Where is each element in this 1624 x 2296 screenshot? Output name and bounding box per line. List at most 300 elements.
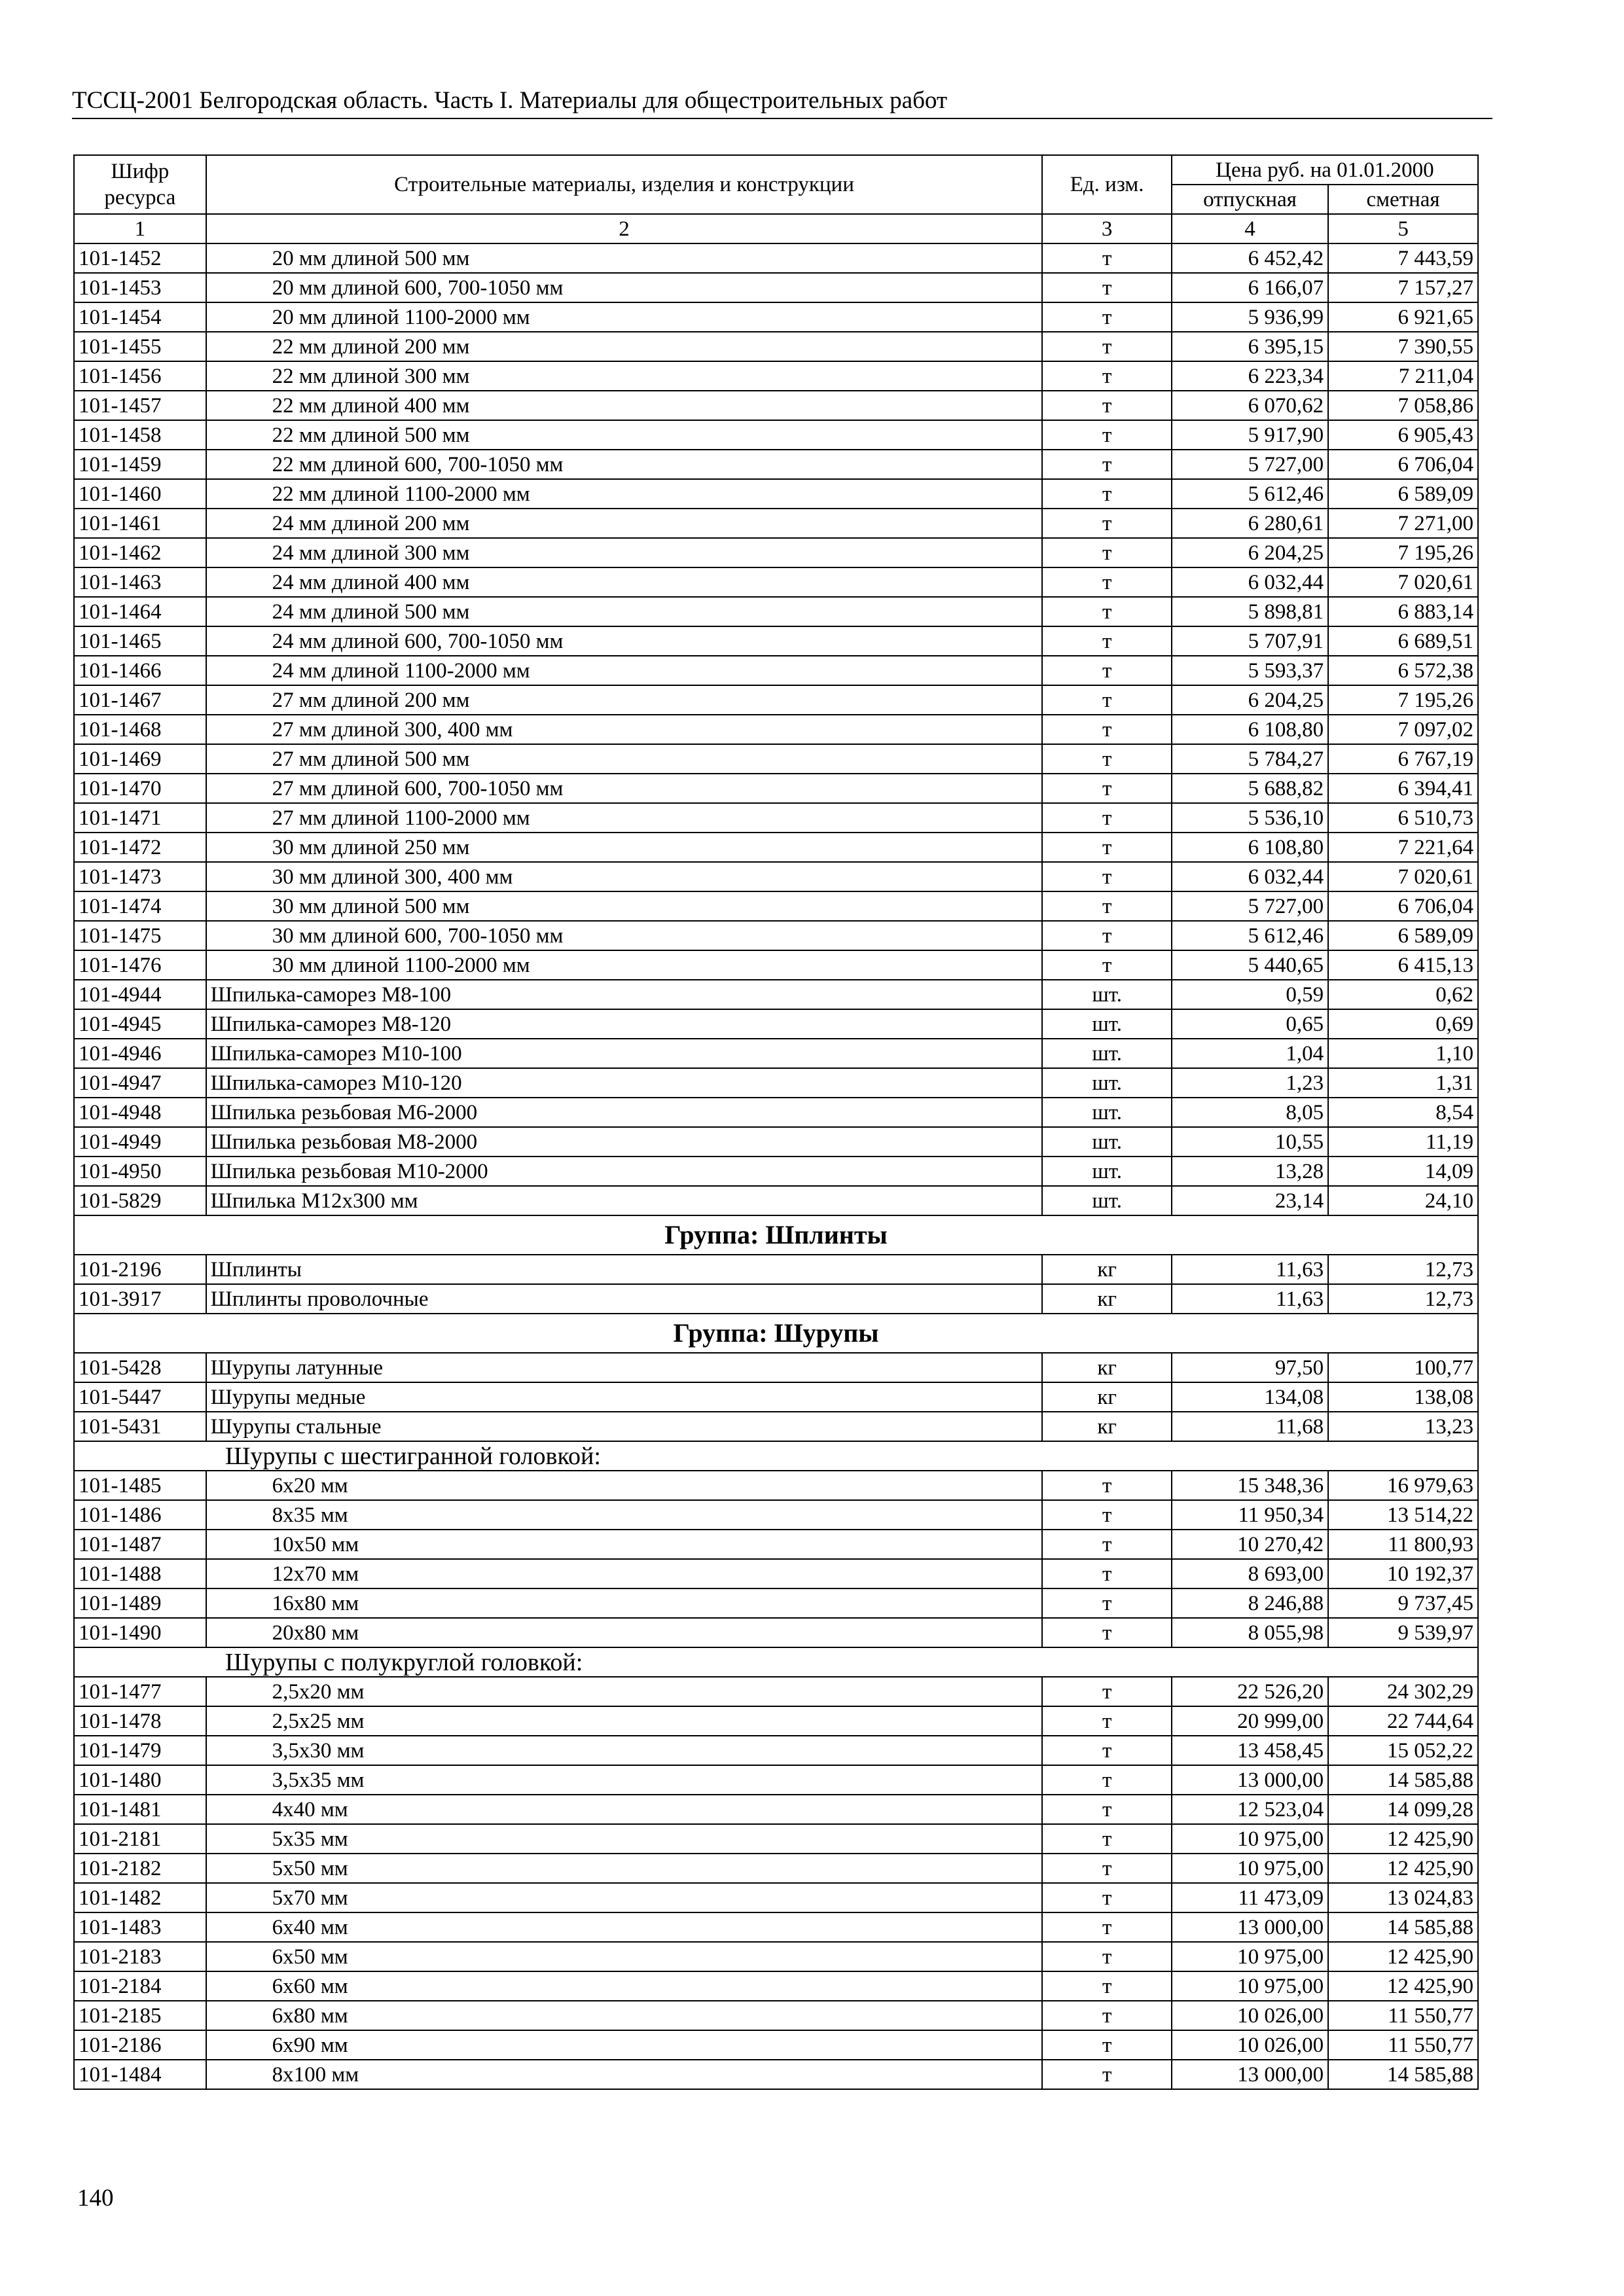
table-row xyxy=(74,1559,1478,1588)
release-price-cell: 5 727,00 xyxy=(1172,450,1328,479)
resource-code-cell: 101-1476 xyxy=(74,950,206,980)
estimate-price-cell: 7 271,00 xyxy=(1328,509,1478,538)
estimate-price-cell: 11 550,77 xyxy=(1328,2030,1478,2060)
estimate-price-cell: 6 589,09 xyxy=(1328,921,1478,950)
table-row xyxy=(74,980,1478,1009)
estimate-price-cell: 7 390,55 xyxy=(1328,332,1478,361)
table-row xyxy=(74,1039,1478,1068)
resource-code-cell: 101-1469 xyxy=(74,744,206,774)
column-header-estimate-price: сметная xyxy=(1328,185,1478,214)
release-price-cell: 12 523,04 xyxy=(1172,1795,1328,1824)
estimate-price-cell: 24,10 xyxy=(1328,1186,1478,1215)
table-row xyxy=(74,803,1478,833)
resource-code-cell: 101-1485 xyxy=(74,1471,206,1500)
table-row xyxy=(74,2001,1478,2030)
table-row xyxy=(74,921,1478,950)
estimate-price-cell: 14 585,88 xyxy=(1328,1765,1478,1795)
estimate-price-cell: 6 572,38 xyxy=(1328,656,1478,685)
material-name-cell: 24 мм длиной 500 мм xyxy=(206,597,1043,626)
resource-code-cell: 101-1471 xyxy=(74,803,206,833)
table-row xyxy=(74,391,1478,420)
material-name-cell: 8х100 мм xyxy=(206,2060,1043,2089)
estimate-price-cell: 12 425,90 xyxy=(1328,1854,1478,1883)
material-name-cell: 27 мм длиной 600, 700-1050 мм xyxy=(206,774,1043,803)
material-name-cell: Шурупы латунные xyxy=(206,1353,1043,1382)
subheading: Шурупы с шестигранной головкой: xyxy=(74,1441,1478,1471)
unit-cell: т xyxy=(1042,1912,1171,1942)
material-name-cell: 20 мм длиной 1100-2000 мм xyxy=(206,302,1043,332)
resource-code-cell: 101-1453 xyxy=(74,273,206,302)
table-row xyxy=(74,862,1478,891)
release-price-cell: 6 395,15 xyxy=(1172,332,1328,361)
resource-code-cell: 101-1468 xyxy=(74,715,206,744)
material-name-cell: 6х50 мм xyxy=(206,1942,1043,1971)
unit-cell: т xyxy=(1042,1795,1171,1824)
resource-code-cell: 101-1458 xyxy=(74,420,206,450)
release-price-cell: 10 026,00 xyxy=(1172,2001,1328,2030)
unit-cell: т xyxy=(1042,744,1171,774)
resource-code-cell: 101-4950 xyxy=(74,1157,206,1186)
unit-cell: т xyxy=(1042,1736,1171,1765)
unit-cell: кг xyxy=(1042,1382,1171,1412)
unit-cell: т xyxy=(1042,1559,1171,1588)
unit-cell: кг xyxy=(1042,1353,1171,1382)
material-name-cell: 24 мм длиной 200 мм xyxy=(206,509,1043,538)
release-price-cell: 10,55 xyxy=(1172,1127,1328,1157)
estimate-price-cell: 6 883,14 xyxy=(1328,597,1478,626)
material-name-cell: 24 мм длиной 300 мм xyxy=(206,538,1043,567)
resource-code-cell: 101-1459 xyxy=(74,450,206,479)
resource-code-cell: 101-1489 xyxy=(74,1588,206,1618)
release-price-cell: 13 458,45 xyxy=(1172,1736,1328,1765)
resource-code-cell: 101-1481 xyxy=(74,1795,206,1824)
resource-code-cell: 101-2181 xyxy=(74,1824,206,1854)
release-price-cell: 8 693,00 xyxy=(1172,1559,1328,1588)
estimate-price-cell: 12 425,90 xyxy=(1328,1942,1478,1971)
estimate-price-cell: 12,73 xyxy=(1328,1284,1478,1314)
resource-code-cell: 101-1455 xyxy=(74,332,206,361)
unit-cell: т xyxy=(1042,243,1171,273)
release-price-cell: 20 999,00 xyxy=(1172,1706,1328,1736)
column-number: 4 xyxy=(1172,214,1328,243)
unit-cell: кг xyxy=(1042,1412,1171,1441)
estimate-price-cell: 6 415,13 xyxy=(1328,950,1478,980)
resource-code-cell: 101-1457 xyxy=(74,391,206,420)
material-name-cell: 22 мм длиной 1100-2000 мм xyxy=(206,479,1043,509)
release-price-cell: 5 917,90 xyxy=(1172,420,1328,450)
material-name-cell: 6х40 мм xyxy=(206,1912,1043,1942)
unit-cell: т xyxy=(1042,1618,1171,1647)
table-row xyxy=(74,626,1478,656)
material-name-cell: Шпилька-саморез М8-100 xyxy=(206,980,1043,1009)
column-number: 3 xyxy=(1042,214,1171,243)
table-row xyxy=(74,1157,1478,1186)
unit-cell: т xyxy=(1042,921,1171,950)
release-price-cell: 6 204,25 xyxy=(1172,685,1328,715)
estimate-price-cell: 15 052,22 xyxy=(1328,1736,1478,1765)
estimate-price-cell: 14 585,88 xyxy=(1328,1912,1478,1942)
estimate-price-cell: 14 099,28 xyxy=(1328,1795,1478,1824)
unit-cell: шт. xyxy=(1042,1009,1171,1039)
release-price-cell: 22 526,20 xyxy=(1172,1677,1328,1706)
page-number: 140 xyxy=(77,2185,114,2212)
table-row xyxy=(74,450,1478,479)
column-header-name: Строительные материалы, изделия и конструкции xyxy=(206,155,1043,214)
material-name-cell: 2,5х20 мм xyxy=(206,1677,1043,1706)
table-row xyxy=(74,1255,1478,1284)
column-header-price: Цена руб. на 01.01.2000 xyxy=(1172,155,1478,185)
estimate-price-cell: 7 058,86 xyxy=(1328,391,1478,420)
material-name-cell: 12х70 мм xyxy=(206,1559,1043,1588)
estimate-price-cell: 138,08 xyxy=(1328,1382,1478,1412)
estimate-price-cell: 24 302,29 xyxy=(1328,1677,1478,1706)
material-name-cell: 6х90 мм xyxy=(206,2030,1043,2060)
table-row xyxy=(74,1795,1478,1824)
table-row xyxy=(74,1382,1478,1412)
unit-cell: шт. xyxy=(1042,1127,1171,1157)
resource-code-cell: 101-4944 xyxy=(74,980,206,1009)
release-price-cell: 13,28 xyxy=(1172,1157,1328,1186)
material-name-cell: 5х70 мм xyxy=(206,1883,1043,1912)
release-price-cell: 5 612,46 xyxy=(1172,479,1328,509)
unit-cell: т xyxy=(1042,1883,1171,1912)
release-price-cell: 97,50 xyxy=(1172,1353,1328,1382)
table-row xyxy=(74,833,1478,862)
material-name-cell: 20 мм длиной 600, 700-1050 мм xyxy=(206,273,1043,302)
unit-cell: т xyxy=(1042,538,1171,567)
unit-cell: т xyxy=(1042,833,1171,862)
release-price-cell: 11 950,34 xyxy=(1172,1500,1328,1530)
table-row xyxy=(74,1824,1478,1854)
column-number: 2 xyxy=(206,214,1043,243)
estimate-price-cell: 7 195,26 xyxy=(1328,538,1478,567)
release-price-cell: 6 108,80 xyxy=(1172,833,1328,862)
release-price-cell: 0,59 xyxy=(1172,980,1328,1009)
unit-cell: кг xyxy=(1042,1284,1171,1314)
table-row xyxy=(74,1736,1478,1765)
table-row xyxy=(74,567,1478,597)
estimate-price-cell: 7 221,64 xyxy=(1328,833,1478,862)
release-price-cell: 5 707,91 xyxy=(1172,626,1328,656)
table-row xyxy=(74,950,1478,980)
table-row xyxy=(74,597,1478,626)
table-row xyxy=(74,1677,1478,1706)
unit-cell: т xyxy=(1042,626,1171,656)
resource-code-cell: 101-2182 xyxy=(74,1854,206,1883)
material-name-cell: Шпилька резьбовая М10-2000 xyxy=(206,1157,1043,1186)
release-price-cell: 10 270,42 xyxy=(1172,1530,1328,1559)
estimate-price-cell: 13 024,83 xyxy=(1328,1883,1478,1912)
material-name-cell: Шплинты проволочные xyxy=(206,1284,1043,1314)
estimate-price-cell: 100,77 xyxy=(1328,1353,1478,1382)
resource-code-cell: 101-2184 xyxy=(74,1971,206,2001)
material-name-cell: 24 мм длиной 600, 700-1050 мм xyxy=(206,626,1043,656)
table-row xyxy=(74,332,1478,361)
material-name-cell: 30 мм длиной 250 мм xyxy=(206,833,1043,862)
unit-cell: т xyxy=(1042,685,1171,715)
release-price-cell: 6 108,80 xyxy=(1172,715,1328,744)
group-heading-row xyxy=(74,1314,1478,1353)
table-row xyxy=(74,685,1478,715)
estimate-price-cell: 6 706,04 xyxy=(1328,891,1478,921)
group-heading: Группа: Шплинты xyxy=(74,1215,1478,1255)
resource-code-cell: 101-3917 xyxy=(74,1284,206,1314)
unit-cell: т xyxy=(1042,2060,1171,2089)
release-price-cell: 0,65 xyxy=(1172,1009,1328,1039)
estimate-price-cell: 9 737,45 xyxy=(1328,1588,1478,1618)
group-heading-row xyxy=(74,1215,1478,1255)
subheading-row xyxy=(74,1647,1478,1677)
release-price-cell: 6 204,25 xyxy=(1172,538,1328,567)
table-row xyxy=(74,420,1478,450)
material-name-cell: 4х40 мм xyxy=(206,1795,1043,1824)
estimate-price-cell: 13 514,22 xyxy=(1328,1500,1478,1530)
release-price-cell: 23,14 xyxy=(1172,1186,1328,1215)
material-name-cell: 20х80 мм xyxy=(206,1618,1043,1647)
material-name-cell: 22 мм длиной 400 мм xyxy=(206,391,1043,420)
table-row xyxy=(74,1883,1478,1912)
estimate-price-cell: 7 157,27 xyxy=(1328,273,1478,302)
release-price-cell: 5 440,65 xyxy=(1172,950,1328,980)
release-price-cell: 5 612,46 xyxy=(1172,921,1328,950)
material-name-cell: 10х50 мм xyxy=(206,1530,1043,1559)
unit-cell: т xyxy=(1042,862,1171,891)
estimate-price-cell: 6 767,19 xyxy=(1328,744,1478,774)
resource-code-cell: 101-5431 xyxy=(74,1412,206,1441)
unit-cell: т xyxy=(1042,450,1171,479)
release-price-cell: 10 026,00 xyxy=(1172,2030,1328,2060)
resource-code-cell: 101-1454 xyxy=(74,302,206,332)
resource-code-cell: 101-4946 xyxy=(74,1039,206,1068)
material-name-cell: 8х35 мм xyxy=(206,1500,1043,1530)
release-price-cell: 15 348,36 xyxy=(1172,1471,1328,1500)
material-name-cell: 22 мм длиной 600, 700-1050 мм xyxy=(206,450,1043,479)
column-header-release-price: отпускная xyxy=(1172,185,1328,214)
table-row xyxy=(74,715,1478,744)
resource-code-cell: 101-1479 xyxy=(74,1736,206,1765)
unit-cell: т xyxy=(1042,1765,1171,1795)
material-name-cell: 5х35 мм xyxy=(206,1824,1043,1854)
release-price-cell: 1,04 xyxy=(1172,1039,1328,1068)
unit-cell: шт. xyxy=(1042,980,1171,1009)
table-row xyxy=(74,243,1478,273)
table-row xyxy=(74,891,1478,921)
unit-cell: т xyxy=(1042,1677,1171,1706)
material-name-cell: Шпилька резьбовая М6-2000 xyxy=(206,1098,1043,1127)
release-price-cell: 8,05 xyxy=(1172,1098,1328,1127)
release-price-cell: 6 280,61 xyxy=(1172,509,1328,538)
unit-cell: т xyxy=(1042,332,1171,361)
table-row xyxy=(74,1353,1478,1382)
column-header-code: Шифр ресурса xyxy=(74,155,206,214)
material-name-cell: 22 мм длиной 500 мм xyxy=(206,420,1043,450)
unit-cell: шт. xyxy=(1042,1157,1171,1186)
material-name-cell: 30 мм длиной 300, 400 мм xyxy=(206,862,1043,891)
release-price-cell: 11 473,09 xyxy=(1172,1883,1328,1912)
header-rule xyxy=(72,118,1492,119)
estimate-price-cell: 0,69 xyxy=(1328,1009,1478,1039)
table-row xyxy=(74,2030,1478,2060)
table-row xyxy=(74,1068,1478,1098)
release-price-cell: 5 688,82 xyxy=(1172,774,1328,803)
column-number: 1 xyxy=(74,214,206,243)
table-row xyxy=(74,1127,1478,1157)
material-name-cell: 22 мм длиной 200 мм xyxy=(206,332,1043,361)
release-price-cell: 8 246,88 xyxy=(1172,1588,1328,1618)
unit-cell: т xyxy=(1042,1854,1171,1883)
estimate-price-cell: 12 425,90 xyxy=(1328,1824,1478,1854)
column-header-unit: Ед. изм. xyxy=(1042,155,1171,214)
table-row xyxy=(74,302,1478,332)
estimate-price-cell: 12,73 xyxy=(1328,1255,1478,1284)
release-price-cell: 10 975,00 xyxy=(1172,1942,1328,1971)
table-row xyxy=(74,1471,1478,1500)
estimate-price-cell: 6 510,73 xyxy=(1328,803,1478,833)
material-name-cell: 22 мм длиной 300 мм xyxy=(206,361,1043,391)
unit-cell: т xyxy=(1042,1706,1171,1736)
price-table xyxy=(73,154,1479,2090)
unit-cell: т xyxy=(1042,1971,1171,2001)
material-name-cell: Шпилька резьбовая М8-2000 xyxy=(206,1127,1043,1157)
estimate-price-cell: 6 706,04 xyxy=(1328,450,1478,479)
table-row xyxy=(74,744,1478,774)
resource-code-cell: 101-5447 xyxy=(74,1382,206,1412)
unit-cell: т xyxy=(1042,774,1171,803)
resource-code-cell: 101-2186 xyxy=(74,2030,206,2060)
material-name-cell: Шпилька М12х300 мм xyxy=(206,1186,1043,1215)
resource-code-cell: 101-1486 xyxy=(74,1500,206,1530)
estimate-price-cell: 7 443,59 xyxy=(1328,243,1478,273)
resource-code-cell: 101-1460 xyxy=(74,479,206,509)
estimate-price-cell: 14,09 xyxy=(1328,1157,1478,1186)
release-price-cell: 6 070,62 xyxy=(1172,391,1328,420)
release-price-cell: 10 975,00 xyxy=(1172,1971,1328,2001)
resource-code-cell: 101-1488 xyxy=(74,1559,206,1588)
material-name-cell: 24 мм длиной 400 мм xyxy=(206,567,1043,597)
unit-cell: т xyxy=(1042,715,1171,744)
resource-code-cell: 101-1487 xyxy=(74,1530,206,1559)
resource-code-cell: 101-1483 xyxy=(74,1912,206,1942)
table-row xyxy=(74,509,1478,538)
table-row xyxy=(74,538,1478,567)
column-number: 5 xyxy=(1328,214,1478,243)
estimate-price-cell: 11,19 xyxy=(1328,1127,1478,1157)
resource-code-cell: 101-1456 xyxy=(74,361,206,391)
resource-code-cell: 101-5428 xyxy=(74,1353,206,1382)
unit-cell: т xyxy=(1042,950,1171,980)
unit-cell: т xyxy=(1042,803,1171,833)
estimate-price-cell: 10 192,37 xyxy=(1328,1559,1478,1588)
material-name-cell: 6х60 мм xyxy=(206,1971,1043,2001)
release-price-cell: 11,68 xyxy=(1172,1412,1328,1441)
estimate-price-cell: 7 211,04 xyxy=(1328,361,1478,391)
material-name-cell: 30 мм длиной 600, 700-1050 мм xyxy=(206,921,1043,950)
material-name-cell: Шурупы медные xyxy=(206,1382,1043,1412)
table-row xyxy=(74,1098,1478,1127)
unit-cell: т xyxy=(1042,597,1171,626)
material-name-cell: 20 мм длиной 500 мм xyxy=(206,243,1043,273)
material-name-cell: 27 мм длиной 500 мм xyxy=(206,744,1043,774)
estimate-price-cell: 1,31 xyxy=(1328,1068,1478,1098)
resource-code-cell: 101-1484 xyxy=(74,2060,206,2089)
estimate-price-cell: 11 800,93 xyxy=(1328,1530,1478,1559)
material-name-cell: 30 мм длиной 500 мм xyxy=(206,891,1043,921)
material-name-cell: 3,5х30 мм xyxy=(206,1736,1043,1765)
resource-code-cell: 101-1472 xyxy=(74,833,206,862)
resource-code-cell: 101-1464 xyxy=(74,597,206,626)
material-name-cell: 5х50 мм xyxy=(206,1854,1043,1883)
material-name-cell: 3,5х35 мм xyxy=(206,1765,1043,1795)
resource-code-cell: 101-1462 xyxy=(74,538,206,567)
material-name-cell: Шпилька-саморез М8-120 xyxy=(206,1009,1043,1039)
table-row xyxy=(74,1971,1478,2001)
resource-code-cell: 101-1480 xyxy=(74,1765,206,1795)
estimate-price-cell: 1,10 xyxy=(1328,1039,1478,1068)
group-heading: Группа: Шурупы xyxy=(74,1314,1478,1353)
table-row xyxy=(74,656,1478,685)
estimate-price-cell: 9 539,97 xyxy=(1328,1618,1478,1647)
material-name-cell: 27 мм длиной 300, 400 мм xyxy=(206,715,1043,744)
release-price-cell: 10 975,00 xyxy=(1172,1854,1328,1883)
unit-cell: т xyxy=(1042,1500,1171,1530)
estimate-price-cell: 7 020,61 xyxy=(1328,567,1478,597)
resource-code-cell: 101-1465 xyxy=(74,626,206,656)
table-row xyxy=(74,1009,1478,1039)
table-row xyxy=(74,1912,1478,1942)
estimate-price-cell: 6 905,43 xyxy=(1328,420,1478,450)
table-row xyxy=(74,2060,1478,2089)
unit-cell: т xyxy=(1042,391,1171,420)
table-row xyxy=(74,1284,1478,1314)
table-row xyxy=(74,1588,1478,1618)
estimate-price-cell: 14 585,88 xyxy=(1328,2060,1478,2089)
release-price-cell: 6 166,07 xyxy=(1172,273,1328,302)
unit-cell: т xyxy=(1042,1824,1171,1854)
unit-cell: шт. xyxy=(1042,1186,1171,1215)
resource-code-cell: 101-2196 xyxy=(74,1255,206,1284)
resource-code-cell: 101-1490 xyxy=(74,1618,206,1647)
estimate-price-cell: 7 097,02 xyxy=(1328,715,1478,744)
unit-cell: т xyxy=(1042,567,1171,597)
resource-code-cell: 101-1470 xyxy=(74,774,206,803)
release-price-cell: 1,23 xyxy=(1172,1068,1328,1098)
resource-code-cell: 101-4945 xyxy=(74,1009,206,1039)
resource-code-cell: 101-5829 xyxy=(74,1186,206,1215)
release-price-cell: 5 536,10 xyxy=(1172,803,1328,833)
release-price-cell: 8 055,98 xyxy=(1172,1618,1328,1647)
table-row xyxy=(74,1854,1478,1883)
unit-cell: т xyxy=(1042,420,1171,450)
resource-code-cell: 101-2185 xyxy=(74,2001,206,2030)
unit-cell: т xyxy=(1042,273,1171,302)
material-name-cell: 6х80 мм xyxy=(206,2001,1043,2030)
table-row xyxy=(74,1500,1478,1530)
unit-cell: т xyxy=(1042,891,1171,921)
table-row xyxy=(74,774,1478,803)
estimate-price-cell: 6 589,09 xyxy=(1328,479,1478,509)
estimate-price-cell: 6 689,51 xyxy=(1328,626,1478,656)
table-row xyxy=(74,1942,1478,1971)
resource-code-cell: 101-1467 xyxy=(74,685,206,715)
resource-code-cell: 101-1482 xyxy=(74,1883,206,1912)
release-price-cell: 13 000,00 xyxy=(1172,1912,1328,1942)
estimate-price-cell: 7 020,61 xyxy=(1328,862,1478,891)
release-price-cell: 11,63 xyxy=(1172,1255,1328,1284)
release-price-cell: 5 898,81 xyxy=(1172,597,1328,626)
unit-cell: шт. xyxy=(1042,1098,1171,1127)
material-name-cell: Шпилька-саморез М10-120 xyxy=(206,1068,1043,1098)
resource-code-cell: 101-1461 xyxy=(74,509,206,538)
